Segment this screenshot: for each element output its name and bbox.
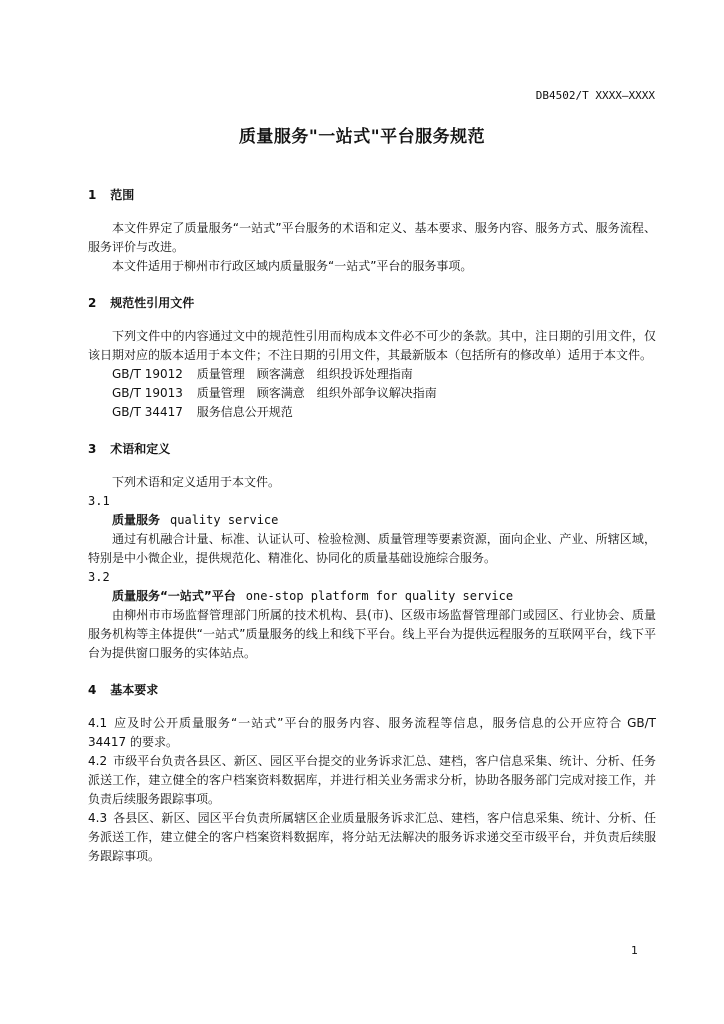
- section-number: 1: [88, 188, 97, 202]
- page-number: 1: [631, 944, 638, 957]
- paragraph: 本文件适用于柳州市行政区域内质量服务“一站式”平台的服务事项。: [112, 259, 473, 273]
- reference-name: 质量管理 顾客满意 组织外部争议解决指南: [196, 386, 437, 400]
- paragraph: 下列文件中的内容通过文中的规范性引用而构成本文件必不可少的条款。其中，注日期的引用文件，仅该日期对应的版本适用于本文件；不注日期的引用文件，其最新版本（包括所有的修改单）适用于本文件。: [88, 329, 656, 362]
- clause-number: 4.3: [88, 811, 108, 825]
- term-title: [88, 587, 656, 606]
- reference-name: 质量管理 顾客满意 组织投诉处理指南: [196, 367, 413, 381]
- section-title: 基本要求: [110, 683, 159, 697]
- term-definition: 通过有机融合计量、标准、认证认可、检验检测、质量管理等要素资源，面向企业、产业、所辖区域，特别是中小微企业，提供规范化、精准化、协同化的质量基础设施综合服务。: [88, 532, 656, 565]
- paragraph: 下列术语和定义适用于本文件。: [112, 475, 281, 489]
- term-en: quality service: [170, 513, 279, 527]
- reference-item: [88, 403, 656, 422]
- term-definition: 由柳州市市场监督管理部门所属的技术机构、县(市)、区级市场监督管理部门或园区、行业协会、质量服务机构等主体提供“一站式”质量服务的线上和线下平台。线上平台为提供远程服务的互联网平台，线下平台为提供窗口服务的实体站点。: [88, 608, 656, 660]
- section-3-heading: [88, 440, 656, 459]
- section-4-heading: [88, 681, 656, 700]
- clause-number: 4.2: [88, 754, 108, 768]
- reference-name: 服务信息公开规范: [196, 405, 293, 419]
- term-cn: 质量服务“一站式”平台: [112, 589, 236, 603]
- term-number: 3.2: [88, 570, 110, 584]
- document-body: [88, 186, 656, 866]
- clause-text: 应及时公开质量服务“一站式”平台的服务内容、服务流程等信息，服务信息的公开应符合 GB/T 34417 的要求。: [88, 716, 656, 749]
- section-1-heading: [88, 186, 656, 205]
- section-title: 范围: [110, 188, 135, 202]
- section-number: 4: [88, 683, 97, 697]
- reference-code: GB/T 34417: [112, 405, 183, 419]
- reference-item: [88, 365, 656, 384]
- section-2-heading: [88, 294, 656, 313]
- document-title: 质量服务"一站式"平台服务规范: [238, 127, 486, 147]
- term-number: 3.1: [88, 494, 110, 508]
- standard-code: DB4502/T XXXX—XXXX: [535, 89, 655, 102]
- term-title: [88, 511, 656, 530]
- clause-text: 各县区、新区、园区平台负责所属辖区企业质量服务诉求汇总、建档，客户信息采集、统计、分析、任务派送工作，建立健全的客户档案资料数据库，将分站无法解决的服务诉求递交至市级平台，并负责后续服务跟踪事项。: [88, 811, 656, 863]
- clause-text: 市级平台负责各县区、新区、园区平台提交的业务诉求汇总、建档，客户信息采集、统计、分析、任务派送工作，建立健全的客户档案资料数据库，并进行相关业务需求分析，协助各服务部门完成对接工作，并负责后续服务跟踪事项。: [88, 754, 656, 806]
- reference-code: GB/T 19012: [112, 367, 183, 381]
- reference-code: GB/T 19013: [112, 386, 183, 400]
- section-number: 2: [88, 296, 97, 310]
- reference-item: [88, 384, 656, 403]
- term-en: one-stop platform for quality service: [245, 589, 514, 603]
- paragraph: 本文件界定了质量服务“一站式”平台服务的术语和定义、基本要求、服务内容、服务方式、服务流程、服务评价与改进。: [88, 221, 656, 254]
- clause-number: 4.1: [88, 716, 108, 730]
- clause: [88, 714, 656, 752]
- clause: [88, 809, 656, 866]
- section-title: 规范性引用文件: [110, 296, 195, 310]
- section-title: 术语和定义: [110, 442, 171, 456]
- term-cn: 质量服务: [112, 513, 161, 527]
- section-number: 3: [88, 442, 97, 456]
- clause: [88, 752, 656, 809]
